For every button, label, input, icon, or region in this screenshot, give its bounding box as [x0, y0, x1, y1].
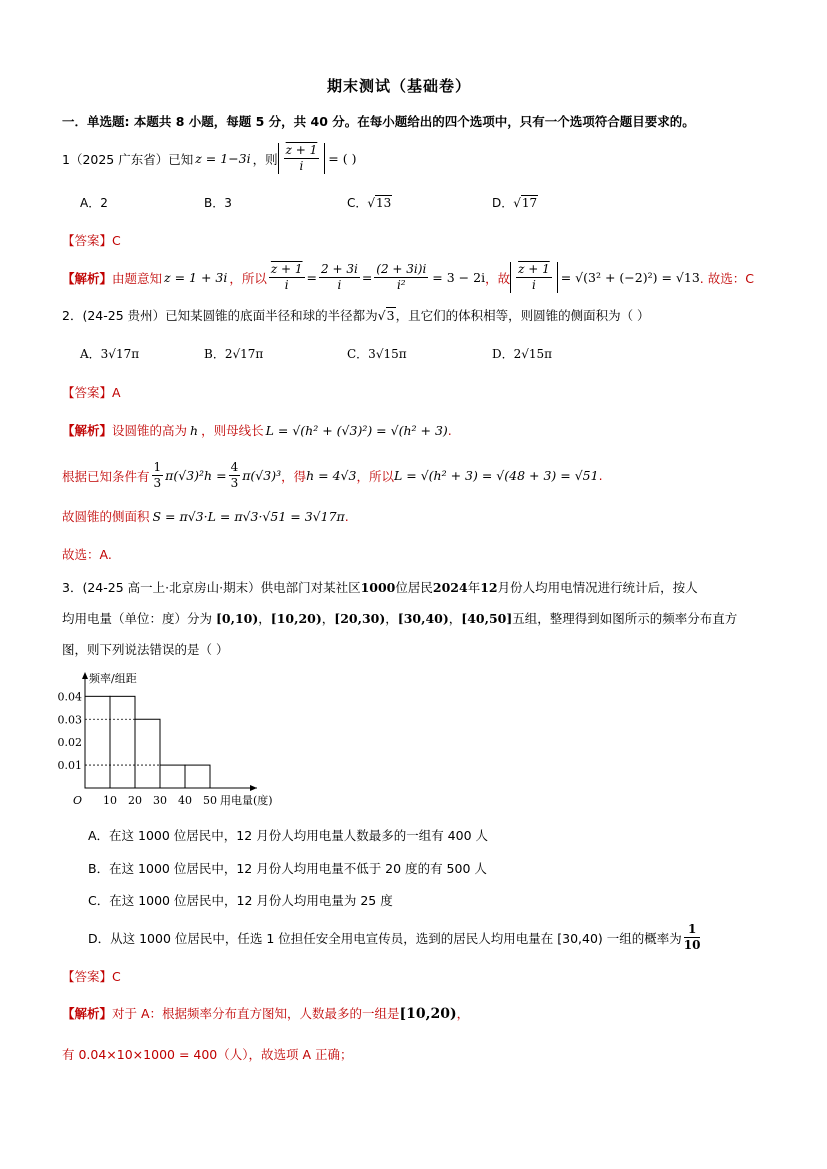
histogram-bar — [160, 765, 185, 788]
x-axis-arrow — [250, 785, 257, 791]
q3-analysis-1: 【解析】对于 A：根据频率分布直方图知，人数最多的一组是[10,20)， — [62, 1006, 470, 1022]
q2-analysis-4: 故选：A. — [62, 547, 112, 562]
x-tick-label: 30 — [153, 794, 167, 807]
y-tick-label: 0.01 — [57, 759, 82, 773]
histogram-bar — [185, 765, 210, 788]
q1-analysis: 【解析】 由题意知 z = 1 + 3i ，所以 $\frac{z + 1}{i}$ = $\frac{2 + 3i}{i}$ = $\frac{(2 + 3i)i}{\text{i²}}$ = 3 − 2i ，故 $\frac{z + 1}{i}$ = √(3² + (−2)²) = √13 . 故选：C — [62, 262, 754, 292]
q1-option-b[interactable]: B．3 — [204, 196, 232, 210]
q1-z: z = 1−3i — [195, 151, 251, 166]
question-1 — [62, 143, 356, 174]
q3-option-c[interactable]: C．在这 1000 位居民中，12 月份人均用电量为 25 度 — [88, 893, 393, 908]
q1-stem: 1（2025 广东省）已知 — [62, 151, 194, 167]
x-tick-label: 10 — [103, 794, 117, 807]
q2-analysis-3: 故圆锥的侧面积 S = π√3·L = π√3·√51 = 3√17π. — [62, 509, 349, 524]
q1-eq: = ( ) — [328, 151, 357, 166]
question-3-line-1: 3．(24-25 高一上·北京房山·期末）供电部门对某社区1000位居民2024年12月份人均用电情况进行统计后，按人 — [62, 580, 698, 595]
page-title: 期末测试（基础卷） — [327, 77, 472, 95]
question-2: 2．(24-25 贵州）已知某圆锥的底面半径和球的半径都为√3，且它们的体积相等，则圆锥的侧面积为（ ） — [62, 308, 650, 323]
q1-answer: 【答案】C — [62, 233, 121, 248]
q2-option-d[interactable]: D．2√15π — [492, 347, 553, 361]
q3-option-b[interactable]: B．在这 1000 位居民中，12 月份人均用电量不低于 20 度的有 500 人 — [88, 861, 487, 876]
y-tick-label: 0.02 — [57, 736, 82, 750]
x-axis-label: 用电量(度) — [220, 794, 273, 807]
section-header: 一．单选题: 本题共 8 小题，每题 5 分，共 40 分。在每小题给出的四个选项中，只有一个选项符合题目要求的。 — [62, 114, 695, 129]
y-tick-label: 0.04 — [57, 690, 82, 704]
histogram-bar — [110, 696, 135, 788]
x-tick-label: 20 — [128, 794, 142, 807]
q3-answer: 【答案】C — [62, 969, 121, 984]
q1-fraction: $\frac{z + 1}{i}$ — [285, 143, 318, 173]
question-3-line-2: 均用电量（单位：度）分为 [0,10)，[10,20)，[20,30)，[30,40)，[40,50]五组，整理得到如图所示的频率分布直方 — [62, 611, 738, 626]
question-3-line-3: 图，则下列说法错误的是（ ） — [62, 642, 229, 657]
q3-option-d[interactable]: D．从这 1000 位居民中，任选 1 位担任安全用电宣传员，选到的居民人均用电量在 [30,40) 一组的概率为 $\frac{1}{10}$ — [88, 922, 701, 952]
histogram-bar — [85, 696, 110, 788]
origin-label: O — [73, 794, 83, 807]
q3-analysis-2: 有 0.04×10×1000 = 400（人），故选项 A 正确； — [62, 1047, 353, 1062]
q2-option-b[interactable]: B．2√17π — [204, 347, 264, 361]
q1-option-c[interactable]: C．√13 — [347, 196, 392, 210]
q1-then: ，则 — [252, 151, 278, 167]
q2-analysis-1: 【解析】设圆锥的高为 h ，则母线长 L = √(h² + (√3)²) = √(h² + 3). — [62, 423, 452, 438]
histogram-bar — [135, 719, 160, 788]
q1-option-d[interactable]: D．√17 — [492, 196, 538, 210]
y-tick-label: 0.03 — [57, 713, 82, 727]
q1-option-a[interactable]: A．2 — [80, 196, 108, 210]
q3-option-a[interactable]: A．在这 1000 位居民中，12 月份人均用电量人数最多的一组有 400 人 — [88, 828, 488, 843]
x-tick-label: 40 — [178, 794, 192, 807]
x-tick-label: 50 — [203, 794, 217, 807]
q2-answer: 【答案】A — [62, 385, 121, 400]
q2-option-a[interactable]: A．3√17π — [80, 347, 140, 361]
q2-analysis-2: 根据已知条件有 $\frac{1}{3}$ π(√3)²h = $\frac{4}{3}$ π(√3)³ ，得 h = 4√3 ，所以 L = √(h² + 3) = √(48 + 3) = √51 . — [62, 460, 603, 490]
q1-modulus — [278, 143, 326, 174]
y-axis-label: 频率/组距 — [89, 672, 137, 685]
q2-option-c[interactable]: C．3√15π — [347, 347, 407, 361]
y-axis-arrow — [82, 672, 88, 679]
histogram-chart — [55, 668, 275, 810]
